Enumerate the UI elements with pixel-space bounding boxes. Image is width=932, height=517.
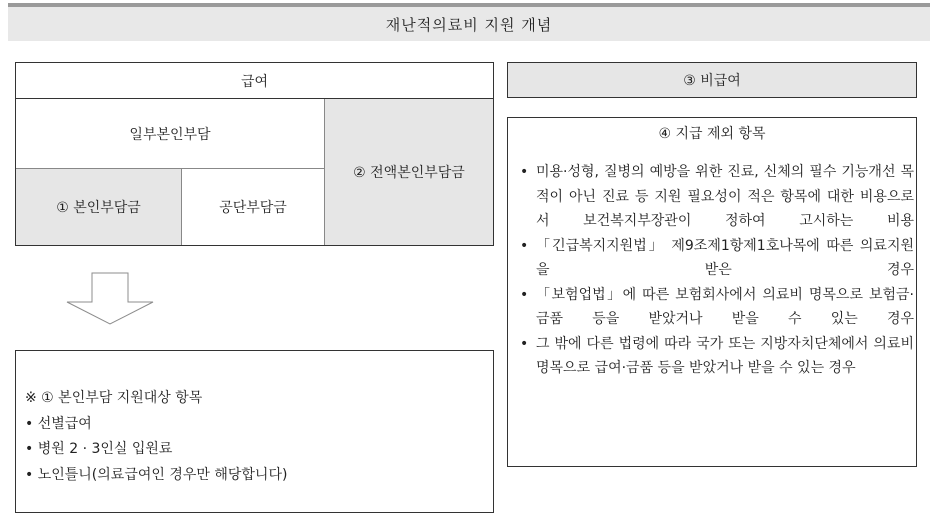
copay-support-target-box <box>15 350 494 513</box>
own-copay-cell: ① 본인부담금 <box>16 169 182 245</box>
excluded-item-text: 「긴급복지지원법」 제9조제1항제1호나목에 따른 의료지원을 받은 경우 <box>536 237 914 278</box>
benefit-header: 급여 <box>16 63 493 99</box>
bullet-icon: • <box>520 237 529 254</box>
benefit-table <box>15 62 494 246</box>
excluded-item-text: 미용·성형, 질병의 예방을 위한 진료, 신체의 필수 기능개선 목적이 아닌 진료 등 지원 필요성이 적은 항목에 대한 비용으로서 보건복지부장관이 정하여 고시하는 비용 <box>536 164 914 229</box>
excluded-item <box>508 283 918 332</box>
partial-copay-cell: 일부본인부담 <box>16 99 324 169</box>
target-box-title: ※ ① 본인부담 지원대상 항목 <box>25 390 203 406</box>
target-item: • 선별급여 <box>25 415 92 432</box>
excluded-items-box <box>507 117 917 467</box>
page-title: 재난적의료비 지원 개념 <box>8 3 930 41</box>
nonbenefit-label: ③ 비급여 <box>507 62 917 98</box>
bullet-icon: • <box>520 164 529 180</box>
excluded-box-clip <box>507 467 917 517</box>
excluded-item <box>508 332 918 381</box>
bullet-icon: • <box>520 335 529 352</box>
target-item: • 노인틀니(의료급여인 경우만 해당합니다) <box>25 466 288 483</box>
bullet-icon: • <box>520 286 529 303</box>
corp-copay-cell: 공단부담금 <box>219 200 287 216</box>
down-arrow-icon <box>60 272 160 326</box>
excluded-item-text: 「보험업법」에 따른 보험회사에서 의료비 명목으로 보험금·금품 등을 받았거나 받을 수 있는 경우 <box>536 286 914 327</box>
excluded-item <box>508 160 918 234</box>
excluded-item-text: 그 밖에 다른 법령에 따라 국가 또는 지방자치단체에서 의료비 명목으로 급여·금품 등을 받았거나 받을 수 있는 경우 <box>536 335 914 376</box>
excluded-item <box>508 234 918 283</box>
excluded-title: ④ 지급 제외 항목 <box>658 126 766 142</box>
target-item: • 병원 2 · 3인실 입원료 <box>25 441 173 457</box>
excluded-list <box>508 160 918 381</box>
full-copay-cell: ② 전액본인부담금 <box>324 99 493 245</box>
